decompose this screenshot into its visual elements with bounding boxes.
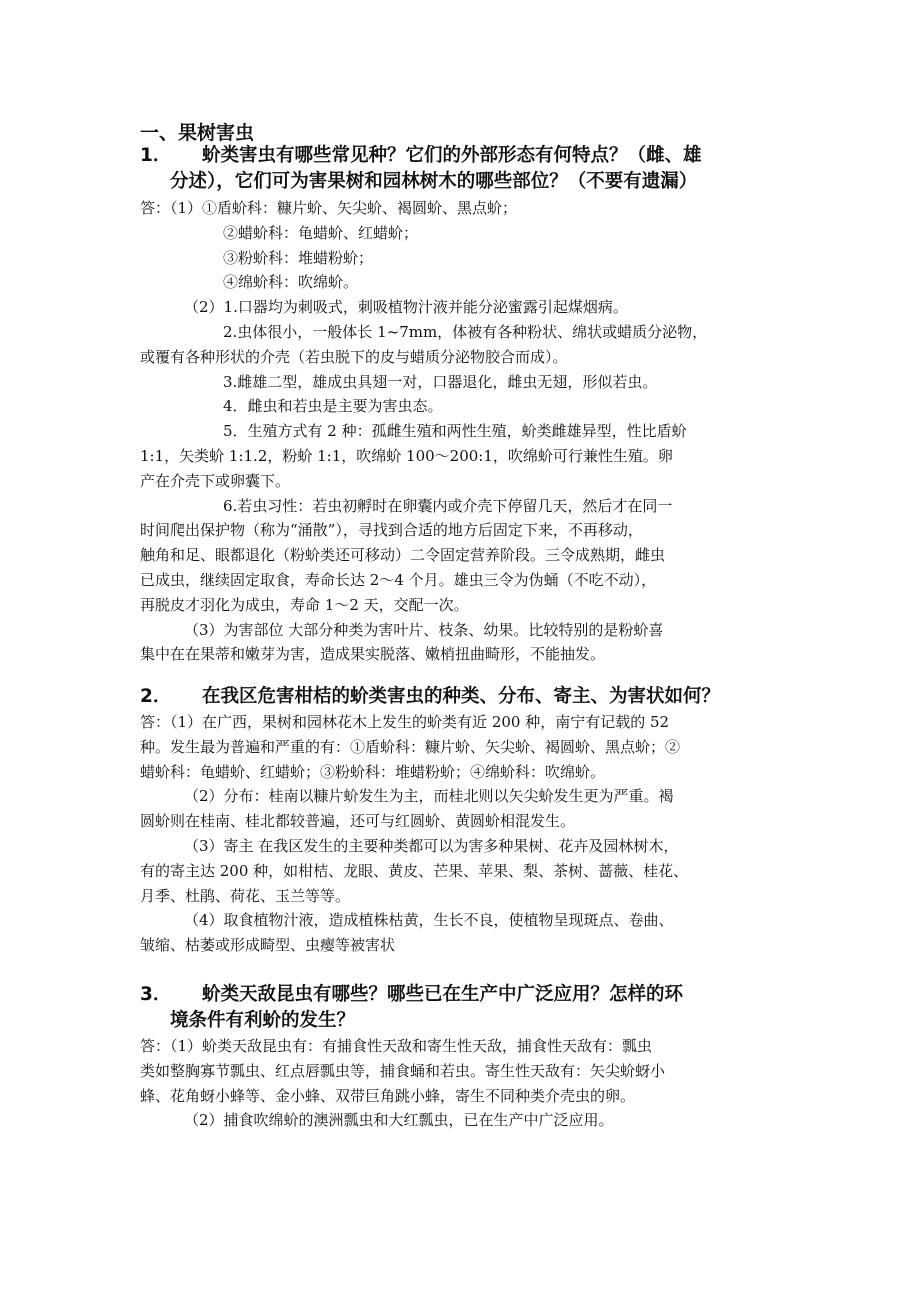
answer-3 [140, 1034, 800, 1133]
answer-line: 5．生殖方式有 2 种：孤雌生殖和两性生殖，蚧类雌雄异型，性比盾蚧 [223, 422, 687, 441]
answer-line: 集中在在果蒂和嫩芽为害，造成果实脱落、嫩梢扭曲畸形，不能抽发。 [140, 645, 606, 664]
answer-1 [140, 196, 800, 667]
question-number: 2． [140, 686, 172, 707]
answer-line: 蜂、花角蚜小蜂等、金小蜂、双带巨角跳小蜂，寄生不同种类介壳虫的卵。 [140, 1086, 636, 1105]
answer-line: 3.雌雄二型，雄成虫具翅一对，口器退化，雌虫无翅，形似若虫。 [223, 372, 658, 391]
answer-line: （2）1.口器均为刺吸式，刺吸植物汁液并能分泌蜜露引起煤烟病。 [184, 298, 628, 317]
answer-line: 或覆有各种形状的介壳（若虫脱下的皮与蜡质分泌物胶合而成）。 [140, 347, 568, 366]
question-text: 在我区危害柑桔的蚧类害虫的种类、分布、寄主、为害状如何？ [202, 686, 721, 707]
answer-line: 6.若虫习性：若虫初孵时在卵囊内或介壳下停留几天，然后才在同一 [223, 496, 673, 515]
answer-2 [140, 710, 800, 958]
question-text-cont: 境条件有利蚧的发生？ [170, 1010, 356, 1031]
answer-line: （2）捕食吹绵蚧的澳洲瓢虫和大红瓢虫，已在生产中广泛应用。 [184, 1111, 614, 1130]
section-title: 一、果树害虫 [140, 122, 255, 144]
answer-line: 答：（1）①盾蚧科：糠片蚧、矢尖蚧、褐圆蚧、黑点蚧； [140, 199, 518, 217]
answer-line: 类如整胸寡节瓢虫、红点唇瓢虫等，捕食蛹和若虫。寄生性天敌有：矢尖蚧蚜小 [140, 1061, 666, 1080]
answer-line: （3）寄主 在我区发生的主要种类都可以为害多种果树、花卉及园林树木， [184, 836, 679, 855]
answer-line: 皱缩、枯萎或形成畸型、虫瘿等被害状 [140, 936, 396, 955]
answer-line: 产在介壳下或卵囊下。 [140, 471, 291, 490]
answer-line: ③粉蚧科：堆蜡粉蚧； [223, 248, 374, 267]
answer-line: ④绵蚧科：吹绵蚧。 [223, 273, 359, 292]
question-text-cont: 分述），它们可为害果树和园林树木的哪些部位？（不要有遗漏） [170, 171, 698, 192]
answer-line: 有的寄主达 200 种，如柑桔、龙眼、黄皮、芒果、苹果、梨、茶树、蔷薇、桂花、 [140, 861, 689, 880]
answer-line: （2）分布：桂南以糠片蚧发生为主，而桂北则以矢尖蚧发生更为严重。褐 [184, 787, 674, 806]
answer-line: 蜡蚧科：龟蜡蚧、红蜡蚧；③粉蚧科：堆蜡粉蚧；④绵蚧科：吹绵蚧。 [140, 762, 606, 781]
answer-line: 答：（1）蚧类天敌昆虫有：有捕食性天敌和寄生性天敌，捕食性天敌有：瓢虫 [140, 1037, 653, 1055]
answer-line: 种。发生最为普遍和严重的有：①盾蚧科：糠片蚧、矢尖蚧、褐圆蚧、黑点蚧；② [140, 737, 681, 756]
question-number: 1． [140, 145, 172, 166]
answer-line: 1:1，矢类蚧 1:1.2，粉蚧 1:1，吹绵蚧 100～200:1，吹绵蚧可行兼性生殖。卵 [140, 446, 673, 465]
question-text: 蚧类天敌昆虫有哪些？哪些已在生产中广泛应用？怎样的环 [202, 984, 684, 1005]
answer-line: （4）取食植物汁液，造成植株枯黄，生长不良，使植物呈现斑点、卷曲、 [184, 911, 674, 930]
question-2 [140, 684, 800, 710]
answer-line: 答：（1）在广西，果树和园林花木上发生的蚧类有近 200 种，南宁有记载的 52 [140, 713, 670, 731]
answer-line: 4．雌虫和若虫是主要为害虫态。 [223, 397, 443, 416]
answer-line: 2.虫体很小，一般体长 1~7mm，体被有各种粉状、绵状或蜡质分泌物， [223, 322, 708, 341]
answer-line: 时间爬出保护物（称为“涌散”），寻找到合适的地方后固定下来，不再移动， [140, 521, 643, 540]
question-text: 蚧类害虫有哪些常见种？它们的外部形态有何特点？（雌、雄 [202, 145, 702, 166]
answer-line: （3）为害部位 大部分种类为害叶片、枝条、幼果。比较特别的是粉蚧喜 [184, 620, 664, 639]
answer-line: ②蜡蚧科：龟蜡蚧、红蜡蚧； [223, 223, 419, 242]
answer-line: 触角和足、眼都退化（粉蚧类还可移动）二令固定营养阶段。三令成熟期，雌虫 [140, 546, 666, 565]
question-number: 3． [140, 984, 172, 1005]
question-1 [140, 143, 800, 195]
answer-line: 再脱皮才羽化为成虫，寿命 1～2 天，交配一次。 [140, 595, 469, 614]
answer-line: 圆蚧则在桂南、桂北都较普遍，还可与红圆蚧、黄圆蚧相混发生。 [140, 812, 576, 831]
question-3 [140, 982, 800, 1034]
answer-line: 已成虫，继续固定取食，寿命长达 2～4 个月。雄虫三令为伪蛹（不吃不动）， [140, 570, 657, 589]
answer-line: 月季、杜鹃、荷花、玉兰等等。 [140, 886, 351, 905]
